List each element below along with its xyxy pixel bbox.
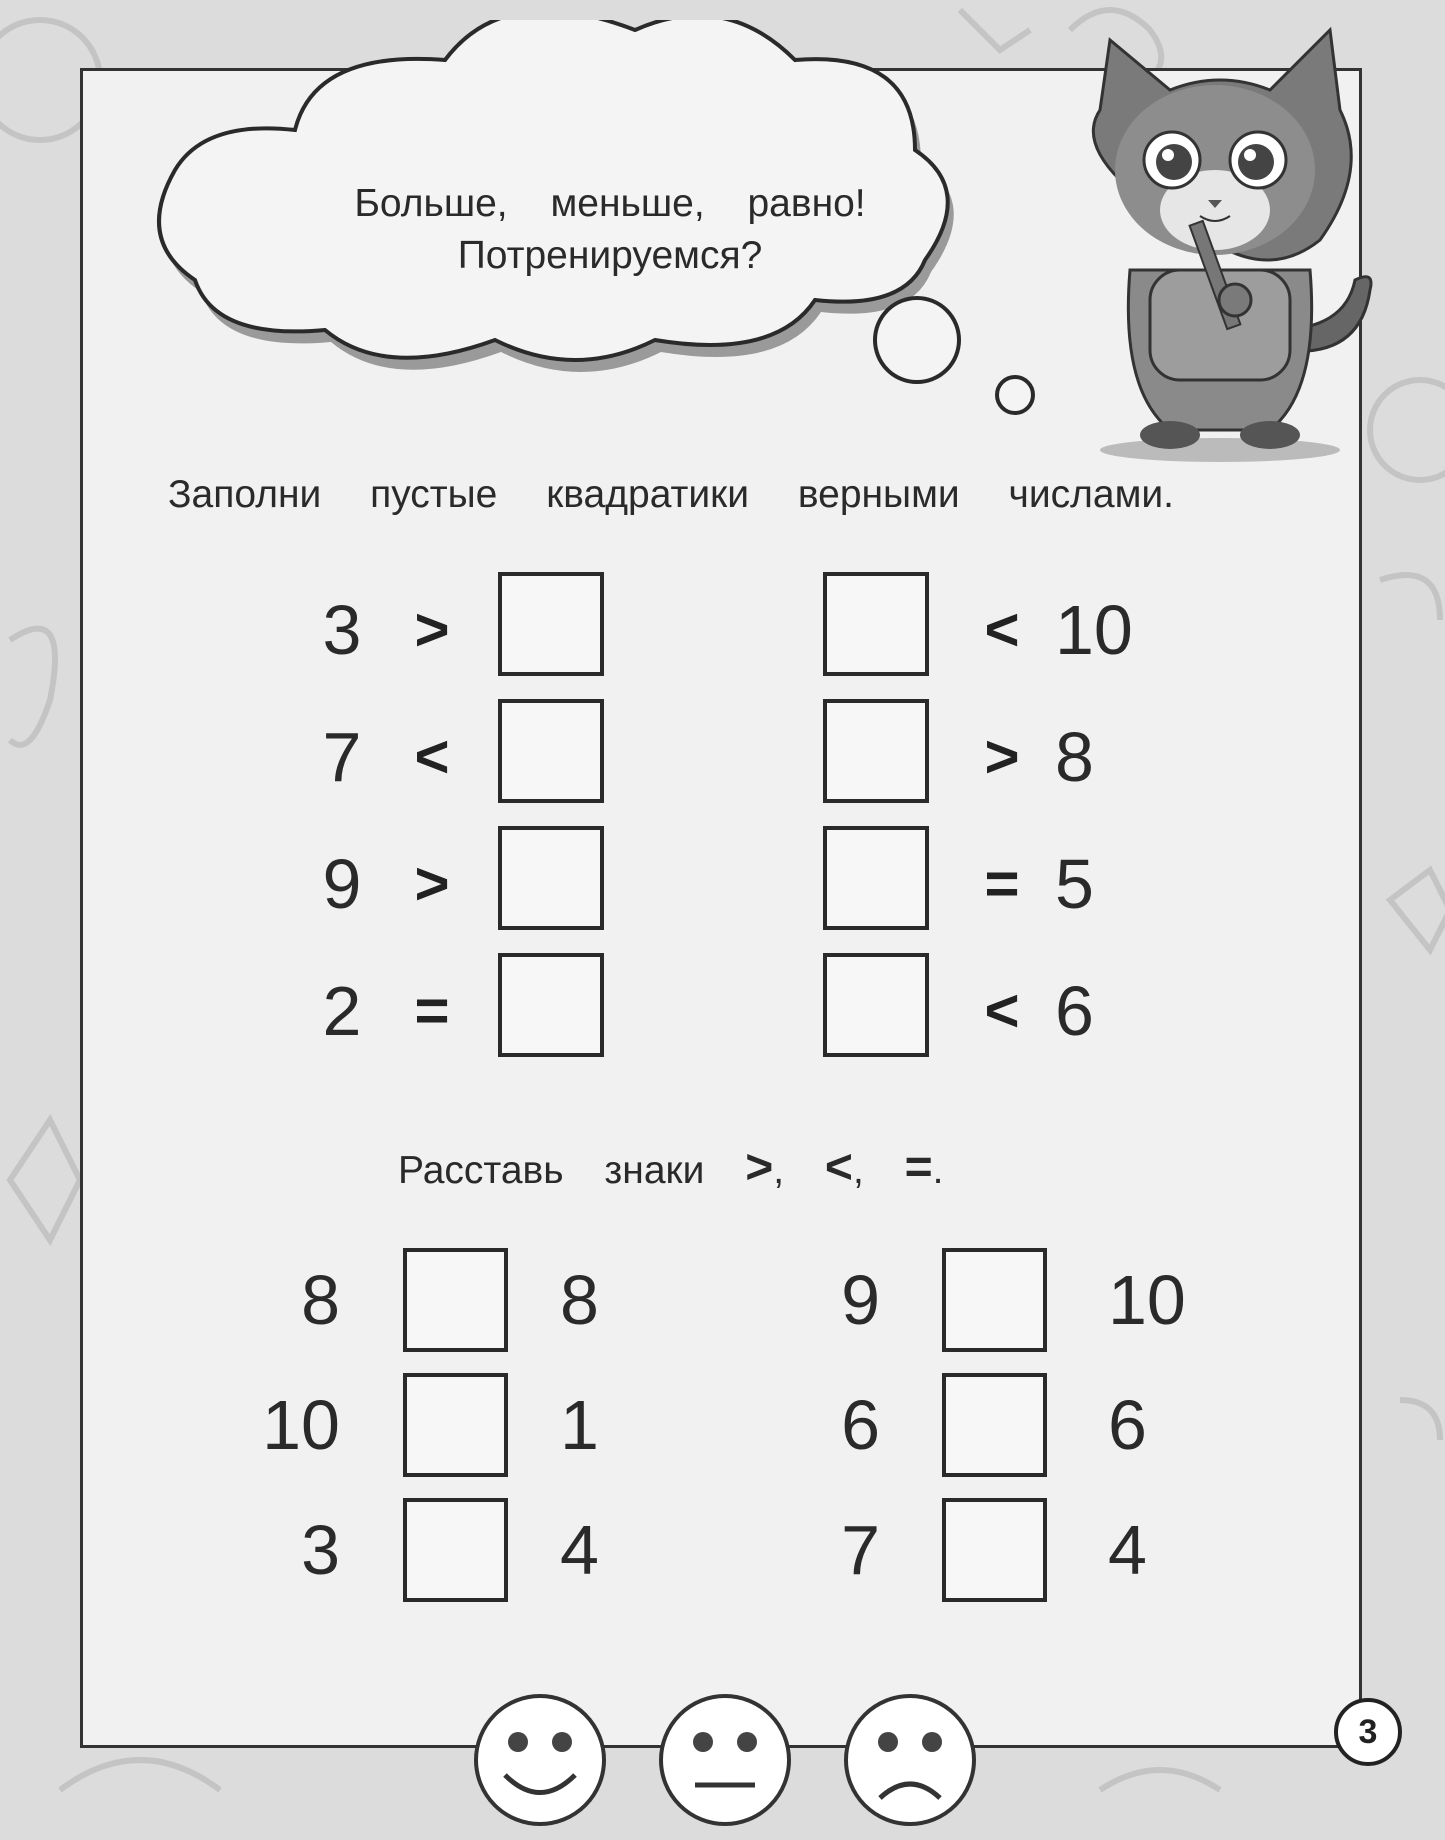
task1-left-number: 9 xyxy=(322,845,362,923)
task2-right-a: 9 xyxy=(841,1261,880,1339)
task1-left-sign: > xyxy=(414,850,450,917)
happy-face-icon[interactable] xyxy=(476,1696,604,1824)
neutral-face-icon[interactable] xyxy=(661,1696,789,1824)
task1-right-number: 6 xyxy=(1055,972,1094,1050)
task1-left-answer-box[interactable] xyxy=(498,826,604,930)
task2-right-sign-box[interactable] xyxy=(942,1248,1047,1352)
cloud-line-1: Больше, меньше, равно! xyxy=(354,182,866,225)
sad-face-icon[interactable] xyxy=(846,1696,974,1824)
task1-left-number: 2 xyxy=(322,972,362,1050)
task1-left-answer-box[interactable] xyxy=(498,699,604,803)
task2-right-b: 6 xyxy=(1108,1386,1147,1464)
task1-left-answer-box[interactable] xyxy=(498,572,604,676)
task1-right-answer-box[interactable] xyxy=(823,953,929,1057)
task2-left-b: 1 xyxy=(560,1386,599,1464)
separator: , xyxy=(852,1149,864,1192)
task1-right-sign: < xyxy=(984,596,1020,663)
task2-right-a: 7 xyxy=(841,1511,880,1589)
task2-left-sign-box[interactable] xyxy=(403,1373,508,1477)
task2-left-a: 10 xyxy=(262,1386,340,1464)
sentence-end: . xyxy=(932,1149,944,1192)
task2-left-sign-box[interactable] xyxy=(403,1248,508,1352)
task2-left-sign-box[interactable] xyxy=(403,1498,508,1602)
self-assessment-faces xyxy=(470,1680,990,1840)
task2-instruction-text: Расставь знаки xyxy=(398,1149,705,1192)
task2-right-sign-box[interactable] xyxy=(942,1498,1047,1602)
task1-right-number: 8 xyxy=(1055,718,1094,796)
separator: , xyxy=(773,1149,785,1192)
task1-right-sign: = xyxy=(984,850,1020,917)
task1-left-number: 3 xyxy=(322,591,362,669)
task1-left-answer-box[interactable] xyxy=(498,953,604,1057)
task1-right-number: 5 xyxy=(1055,845,1094,923)
task1-left-number: 7 xyxy=(322,718,362,796)
task1-left-sign: < xyxy=(414,723,450,790)
task2-right-b: 4 xyxy=(1108,1511,1147,1589)
task2-left-b: 4 xyxy=(560,1511,599,1589)
task2-instruction xyxy=(398,1140,944,1195)
task1-right-number: 10 xyxy=(1055,591,1133,669)
task1-left-sign: = xyxy=(414,977,450,1044)
task2-right-sign-box[interactable] xyxy=(942,1373,1047,1477)
task2-left-b: 8 xyxy=(560,1261,599,1339)
greater-symbol: > xyxy=(745,1141,774,1194)
task2-left-a: 8 xyxy=(301,1261,340,1339)
cloud-line-2: Потренируемся? xyxy=(457,234,763,277)
task1-left-sign: > xyxy=(414,596,450,663)
equal-symbol: = xyxy=(904,1141,933,1194)
task1-right-answer-box[interactable] xyxy=(823,699,929,803)
cloud-text xyxy=(250,178,970,282)
task1-right-answer-box[interactable] xyxy=(823,572,929,676)
task2-left-a: 3 xyxy=(301,1511,340,1589)
cat-illustration xyxy=(1040,20,1400,470)
task2-right-b: 10 xyxy=(1108,1261,1186,1339)
task1-right-answer-box[interactable] xyxy=(823,826,929,930)
task1-right-sign: < xyxy=(984,977,1020,1044)
task2-right-a: 6 xyxy=(841,1386,880,1464)
page-number: 3 xyxy=(1334,1698,1402,1766)
less-symbol: < xyxy=(824,1141,853,1194)
task1-right-sign: > xyxy=(984,723,1020,790)
task1-instruction: Заполни пустые квадратики верными числами. xyxy=(168,473,1175,516)
